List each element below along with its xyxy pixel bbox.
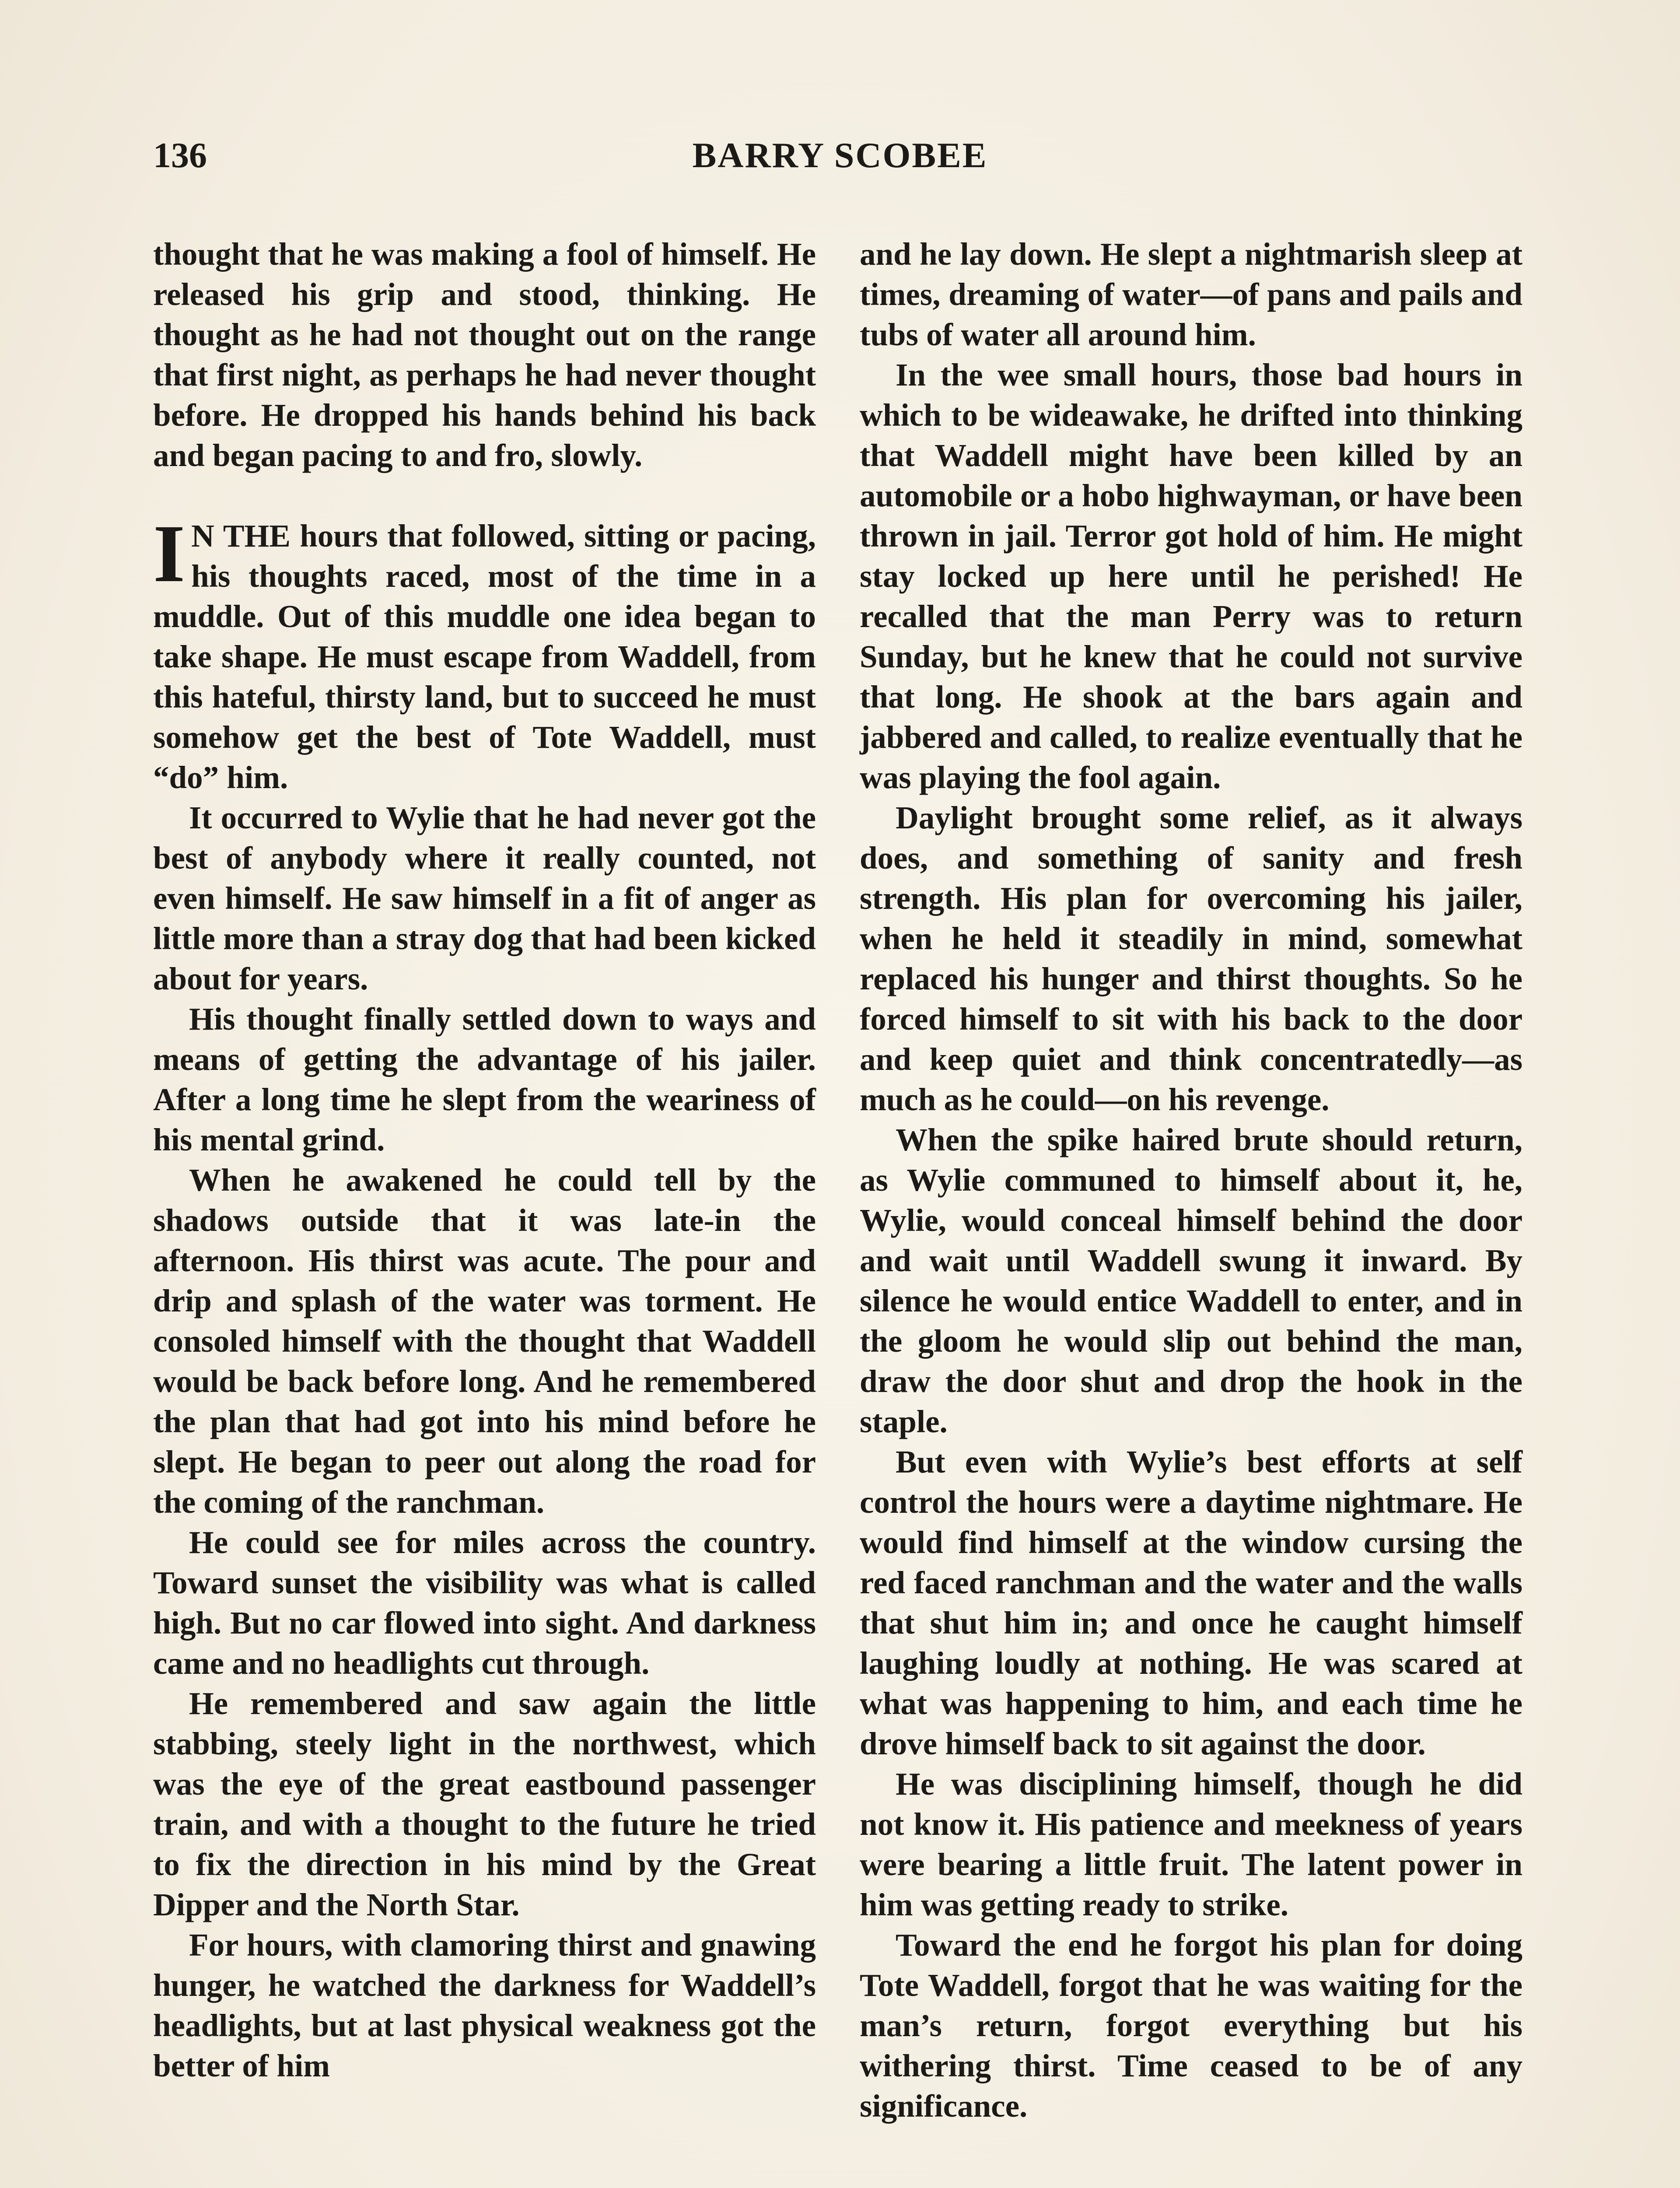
left-column	[153, 234, 816, 2086]
section-start-paragraph	[153, 508, 816, 798]
paragraph: thought that he was making a fool of himself. He released his grip and stood, thinking. He thought as he had not thought out on the range that first night, as perhaps he had never thought before. He dropped his hands behind his back and began pacing to and fro, slowly.	[153, 236, 816, 473]
right-column	[860, 234, 1522, 2126]
paragraph-text: hours that followed, sitting or pacing, his thoughts raced, most of the time in a muddle. Out of this muddle one idea began to take shape. He must escape from Waddell, from this hateful, thirsty land, but to succeed he must somehow get the best of Tote Waddell, must “do” him.	[153, 518, 816, 795]
paragraph: For hours, with clamoring thirst and gnawing hunger, he watched the darkness for Waddell’s headlights, but at last physical weakness got the better of him	[153, 1927, 816, 2083]
paragraph: His thought finally settled down to ways and means of getting the advantage of his jailer. After a long time he slept from the weariness of his mental grind.	[153, 1001, 816, 1157]
running-head: BARRY SCOBEE	[692, 135, 988, 175]
paragraph: But even with Wylie’s best efforts at self control the hours were a daytime nightmare. He would find himself at the window cursing the red faced ranchman and the water and the walls that shut him in; and once he caught himself laughing loudly at nothing. He was scared at what was happening to him, and each time he drove himself back to sit against the door.	[860, 1444, 1522, 1761]
paragraph: In the wee small hours, those bad hours in which to be wideawake, he drifted into thinking that Waddell might have been killed by an automobile or a hobo highwayman, or have been thrown in jail. Terror got hold of him. He might stay locked up here until he perished! He recalled that the man Perry was to return Sunday, but he knew that he could not survive that long. He shook at the bars again and jabbered and called, to realize eventually that he was playing the fool again.	[860, 357, 1522, 795]
paragraph: He could see for miles across the country. Toward sunset the visibility was what is called high. But no car flowed into sight. And darkness came and no headlights cut through.	[153, 1525, 816, 1681]
lead-in-smallcaps: N THE	[191, 518, 290, 554]
paragraph: When the spike haired brute should return, as Wylie communed to himself about it, he, Wylie, would conceal himself behind the door and wait until Waddell swung it inward. By silence he would entice Waddell to enter, and in the gloom he would slip out behind the man, draw the door shut and drop the hook in the staple.	[860, 1122, 1522, 1439]
paragraph: It occurred to Wylie that he had never got the best of anybody where it really counted, not even himself. He saw himself in a fit of anger as little more than a stray dog that had been kicked about for years.	[153, 800, 816, 996]
paragraph: and he lay down. He slept a nightmarish sleep at times, dreaming of water—of pans and pails and tubs of water all around him.	[860, 236, 1522, 352]
paragraph: When he awakened he could tell by the shadows outside that it was late-in the afternoon. His thirst was acute. The pour and drip and splash of the water was torment. He consoled himself with the thought that Waddell would be back before long. And he remembered the plan that had got into his mind before he slept. He began to peer out along the road for the coming of the ranchman.	[153, 1162, 816, 1520]
paragraph: Toward the end he forgot his plan for doing Tote Waddell, forgot that he was waiting for the man’s return, forgot everything but his withering thirst. Time ceased to be of any significance.	[860, 1927, 1522, 2124]
page-header	[153, 131, 1527, 179]
drop-cap: I	[153, 508, 186, 599]
paragraph: He was disciplining himself, though he did not know it. His patience and meekness of years were bearing a little fruit. The latent power in him was getting ready to strike.	[860, 1766, 1522, 1922]
paragraph: He remembered and saw again the little stabbing, steely light in the northwest, which was the eye of the great eastbound passenger train, and with a thought to the future he tried to fix the direction in his mind by the Great Dipper and the North Star.	[153, 1686, 816, 1922]
page-number: 136	[153, 135, 207, 175]
paragraph: Daylight brought some relief, as it always does, and something of sanity and fresh strength. His plan for overcoming his jailer, when he held it steadily in mind, somewhat replaced his hunger and thirst thoughts. So he forced himself to sit with his back to the door and keep quiet and think concentratedly—as much as he could—on his revenge.	[860, 800, 1522, 1117]
